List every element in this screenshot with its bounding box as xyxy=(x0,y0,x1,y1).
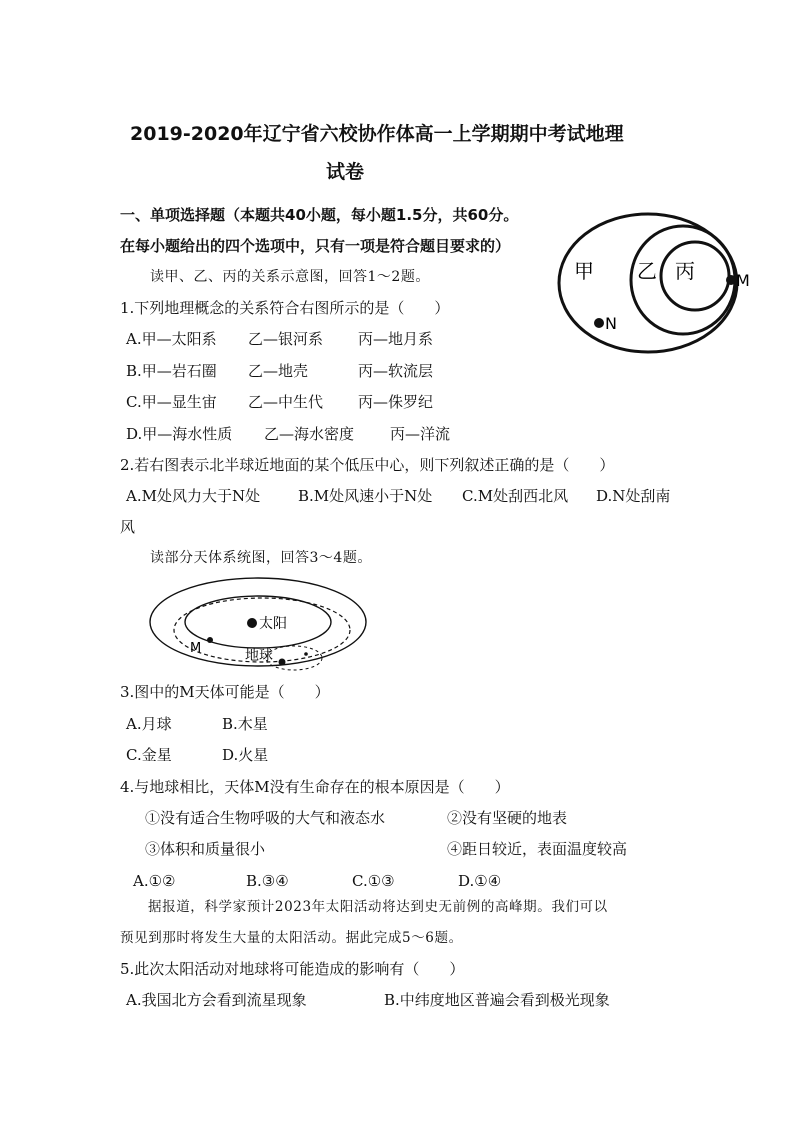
q1-option-b-2: 乙—地壳 xyxy=(248,362,309,380)
q4-stem: 4.与地球相比，天体M没有生命存在的根本原因是（ ） xyxy=(120,778,510,796)
point-m-dot xyxy=(726,275,736,285)
q1-option-b-3: 丙—软流层 xyxy=(358,362,434,380)
q1-stem: 1.下列地理概念的关系符合右图所示的是（ ） xyxy=(120,299,450,317)
q4-option-b: B.③④ xyxy=(246,872,289,890)
q4-option-d: D.①④ xyxy=(458,872,502,890)
q2-option-a: A.M处风力大于N处 xyxy=(126,487,261,505)
moon-dot xyxy=(304,652,308,656)
q1-option-c-2: 乙—中生代 xyxy=(248,393,324,411)
label-n: N xyxy=(605,314,617,333)
middle-orbit xyxy=(185,596,331,648)
exam-title-cont: 试卷 xyxy=(326,161,365,183)
q1-option-d-2: 乙—海水密度 xyxy=(264,425,355,443)
q4-statement-3: ③体积和质量很小 xyxy=(145,840,266,858)
inner-ellipse xyxy=(661,242,729,310)
q1-option-a-1: A.甲—太阳系 xyxy=(126,330,217,348)
q3-stem: 3.图中的M天体可能是（ ） xyxy=(120,683,330,701)
section-instruction: 在每小题给出的四个选项中，只有一项是符合题目要求的） xyxy=(120,237,511,255)
exam-title: 2019-2020年辽宁省六校协作体高一上学期期中考试地理 xyxy=(130,123,624,145)
q3-option-a: A.月球 xyxy=(126,715,172,733)
q1-option-d-1: D.甲—海水性质 xyxy=(126,425,233,443)
intro-q5-6-line2: 预见到那时将发生大量的太阳活动。据此完成5～6题。 xyxy=(120,930,463,946)
moon-orbit-dashed xyxy=(266,646,322,670)
q2-option-d-cont: 风 xyxy=(120,518,136,536)
intro-q5-6-line1: 据报道，科学家预计2023年太阳活动将达到史无前例的高峰期。我们可以 xyxy=(148,899,608,915)
q2-option-b: B.M处风速小于N处 xyxy=(298,487,433,505)
q5-option-a: A.我国北方会看到流星现象 xyxy=(126,991,307,1009)
label-yi: 乙 xyxy=(637,259,657,283)
intro-q1-2: 读甲、乙、丙的关系示意图，回答1～2题。 xyxy=(150,269,430,285)
q4-option-a: A.①② xyxy=(133,872,176,890)
nested-circles-diagram xyxy=(555,208,755,358)
q1-option-b-1: B.甲—岩石圈 xyxy=(126,362,217,380)
q1-option-a-3: 丙—地月系 xyxy=(358,330,434,348)
label-m: M xyxy=(736,271,750,290)
q1-option-a-2: 乙—银河系 xyxy=(248,330,324,348)
label-earth: 地球 xyxy=(245,648,273,664)
q4-statement-2: ②没有坚硬的地表 xyxy=(447,809,568,827)
q5-stem: 5.此次太阳活动对地球将可能造成的影响有（ ） xyxy=(120,960,465,978)
q3-option-b: B.木星 xyxy=(222,715,268,733)
solar-system-diagram xyxy=(140,570,380,680)
q4-statement-4: ④距日较近，表面温度较高 xyxy=(447,840,628,858)
sun-dot xyxy=(247,618,257,628)
point-n-dot xyxy=(594,318,604,328)
q4-statement-1: ①没有适合生物呼吸的大气和液态水 xyxy=(145,809,386,827)
q1-option-c-1: C.甲—显生宙 xyxy=(126,393,217,411)
label-bing: 丙 xyxy=(675,259,695,283)
q3-option-c: C.金星 xyxy=(126,746,172,764)
m-planet-dot xyxy=(207,637,213,643)
section-heading: 一、单项选择题（本题共40小题，每小题1.5分，共60分。 xyxy=(120,206,519,224)
q2-option-d: D.N处刮南 xyxy=(596,487,671,505)
q1-option-c-3: 丙—侏罗纪 xyxy=(358,393,434,411)
q1-option-d-3: 丙—洋流 xyxy=(390,425,451,443)
q2-option-c: C.M处刮西北风 xyxy=(462,487,569,505)
q3-option-d: D.火星 xyxy=(222,746,269,764)
label-m-planet: M xyxy=(190,641,202,656)
q2-stem: 2.若右图表示北半球近地面的某个低压中心，则下列叙述正确的是（ ） xyxy=(120,456,615,474)
label-sun: 太阳 xyxy=(259,616,287,632)
label-jia: 甲 xyxy=(574,259,594,283)
q5-option-b: B.中纬度地区普遍会看到极光现象 xyxy=(384,991,610,1009)
intro-q3-4: 读部分天体系统图，回答3～4题。 xyxy=(150,550,372,566)
q4-option-c: C.①③ xyxy=(352,872,395,890)
earth-dot xyxy=(279,659,286,666)
